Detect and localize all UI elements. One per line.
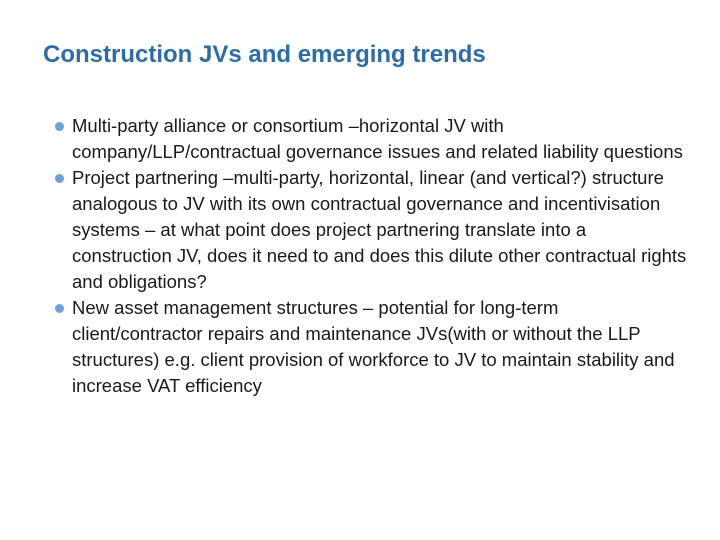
slide-title: Construction JVs and emerging trends xyxy=(43,41,486,68)
bullet-item-asset-management xyxy=(50,295,690,399)
bullet-item-alliance xyxy=(50,113,690,165)
bullet-text: Multi-party alliance or consortium –horizontal JV with company/LLP/contractual governance issues and related liability questions xyxy=(72,115,683,162)
bullet-item-partnering xyxy=(50,165,690,295)
bullet-dot-icon xyxy=(55,174,64,183)
bullet-dot-icon xyxy=(55,122,64,131)
bullet-dot-icon xyxy=(55,304,64,313)
bullet-text: Project partnering –multi-party, horizontal, linear (and vertical?) structure analogous to JV with its own contractual governance and incentivisation systems – at what point does project partnering translate into a construction JV, does it need to and does this dilute other contractual rights and obligations? xyxy=(72,167,687,292)
bullet-list xyxy=(50,113,690,399)
bullet-text: New asset management structures – potential for long-term client/contractor repairs and maintenance JVs(with or without the LLP structures) e.g. client provision of workforce to JV to maintain stability and increase VAT efficiency xyxy=(72,297,675,396)
